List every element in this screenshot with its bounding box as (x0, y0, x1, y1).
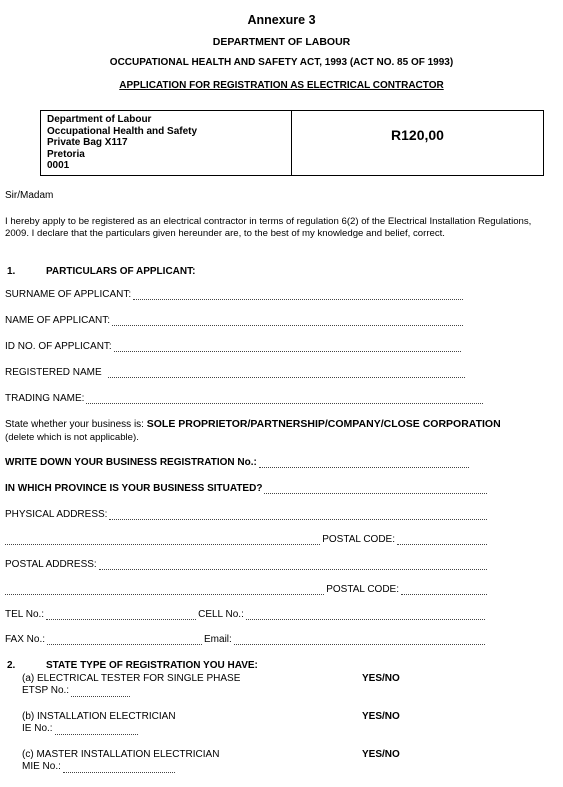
ie-number-input-line[interactable] (55, 725, 138, 735)
id-number-label: ID NO. OF APPLICANT: (5, 341, 112, 352)
id-number-field[interactable] (5, 341, 463, 352)
email-label: Email: (204, 634, 232, 645)
ie-yes-no[interactable]: YES/NO (362, 711, 400, 722)
address-fee-box (40, 110, 544, 176)
id-number-input-line[interactable] (114, 342, 461, 352)
physical-address-field[interactable] (5, 509, 489, 520)
physical-postal-code-row[interactable] (5, 534, 489, 545)
postal-address-field[interactable] (5, 559, 489, 570)
annexure-heading: Annexure 3 (247, 13, 316, 27)
name-label: NAME OF APPLICANT: (5, 315, 111, 326)
etsp-number-label: ETSP No.: (22, 685, 70, 696)
physical-address-input-line[interactable] (109, 510, 487, 520)
tel-input-line[interactable] (46, 610, 196, 620)
trading-name-field[interactable] (5, 393, 485, 404)
postal-address-label: POSTAL ADDRESS: (5, 559, 97, 570)
physical-postal-code-input-line[interactable] (397, 535, 487, 545)
mie-number-input-line[interactable] (63, 763, 175, 773)
registration-item-label: (b) INSTALLATION ELECTRICIAN (22, 711, 176, 722)
province-label: IN WHICH PROVINCE IS YOUR BUSINESS SITUATED? (5, 483, 263, 494)
form-title: APPLICATION FOR REGISTRATION AS ELECTRICAL CONTRACTOR (119, 80, 444, 91)
postal-address-block (47, 114, 197, 172)
cell-label: CELL No.: (198, 609, 244, 620)
postal-code-label: POSTAL CODE: (322, 534, 395, 545)
surname-label: SURNAME OF APPLICANT: (5, 289, 132, 300)
postal-address-input-line[interactable] (99, 560, 487, 570)
fax-email-row[interactable] (5, 634, 487, 645)
registered-name-label: REGISTERED NAME (5, 367, 102, 378)
address-line: Department of Labour (47, 114, 152, 125)
postal-postal-code-row[interactable] (5, 584, 489, 595)
act-heading: OCCUPATIONAL HEALTH AND SAFETY ACT, 1993 (ACT NO. 85 OF 1993) (109, 57, 454, 68)
province-field[interactable] (5, 483, 489, 494)
address-line: Occupational Health and Safety (47, 125, 198, 137)
address-line: Private Bag X117 (47, 137, 128, 148)
etsp-yes-no[interactable]: YES/NO (362, 673, 400, 684)
postal-code-label: POSTAL CODE: (326, 584, 399, 595)
registered-name-field[interactable] (5, 367, 467, 378)
etsp-number-input-line[interactable] (71, 687, 130, 697)
ie-number-label: IE No.: (22, 723, 53, 734)
cell-input-line[interactable] (246, 610, 485, 620)
surname-input-line[interactable] (133, 290, 463, 300)
registration-item-mie (22, 749, 219, 773)
trading-name-label: TRADING NAME: (5, 393, 85, 404)
salutation: Sir/Madam (5, 190, 54, 201)
section-2-number: 2. (7, 660, 16, 671)
business-type-options[interactable]: SOLE PROPRIETOR/PARTNERSHIP/COMPANY/CLOSE CORPORATION (146, 418, 501, 430)
physical-address-line-2[interactable] (5, 535, 320, 545)
mie-yes-no[interactable]: YES/NO (362, 749, 400, 760)
address-line: 0001 (47, 160, 70, 171)
registration-item-etsp (22, 673, 240, 697)
section-1-number: 1. (7, 266, 16, 277)
physical-address-label: PHYSICAL ADDRESS: (5, 509, 108, 520)
address-line: Pretoria (47, 148, 85, 160)
registration-item-ie (22, 711, 176, 735)
business-type-prefix: State whether your business is: (5, 419, 144, 430)
etsp-number-field[interactable] (22, 685, 132, 697)
registered-name-input-line[interactable] (108, 368, 465, 378)
province-input-line[interactable] (264, 484, 487, 494)
declaration-paragraph: I hereby apply to be registered as an electrical contractor in terms of regulation 6(2) of the Electrical Installation Regulations, 2009. I declare that the particulars given hereunder are, to the best of my knowledge and belief, correct. (5, 216, 532, 239)
registration-item-label: (a) ELECTRICAL TESTER FOR SINGLE PHASE (22, 673, 241, 684)
tel-cell-row[interactable] (5, 609, 487, 620)
business-type-line (5, 418, 501, 430)
postal-postal-code-input-line[interactable] (401, 585, 487, 595)
box-divider (291, 111, 292, 175)
section-1-title: PARTICULARS OF APPLICANT: (46, 266, 196, 277)
business-registration-field[interactable] (5, 457, 471, 468)
name-field[interactable] (5, 315, 465, 326)
mie-number-label: MIE No.: (22, 761, 61, 772)
fax-label: FAX No.: (5, 634, 46, 645)
department-heading: DEPARTMENT OF LABOUR (212, 36, 351, 48)
postal-address-line-2[interactable] (5, 585, 324, 595)
business-type-note: (delete which is not applicable). (5, 432, 139, 443)
email-input-line[interactable] (234, 635, 485, 645)
fax-input-line[interactable] (47, 635, 202, 645)
section-2-title: STATE TYPE OF REGISTRATION YOU HAVE: (46, 660, 258, 671)
business-registration-label: WRITE DOWN YOUR BUSINESS REGISTRATION No.: (5, 457, 257, 468)
registration-item-label: (c) MASTER INSTALLATION ELECTRICIAN (22, 749, 220, 760)
name-input-line[interactable] (112, 316, 463, 326)
registration-fee: R120,00 (391, 127, 444, 143)
ie-number-field[interactable] (22, 723, 140, 735)
tel-label: TEL No.: (5, 609, 45, 620)
business-registration-input-line[interactable] (259, 458, 469, 468)
trading-name-input-line[interactable] (86, 394, 483, 404)
mie-number-field[interactable] (22, 761, 177, 773)
surname-field[interactable] (5, 289, 465, 300)
